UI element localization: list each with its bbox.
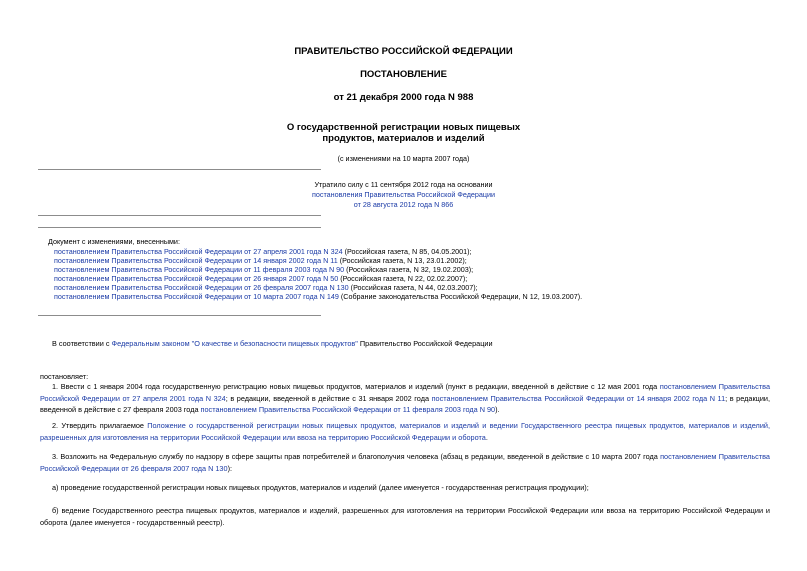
federal-law-link[interactable]: Федеральным законом "О качестве и безопасности пищевых продуктов" [111,339,358,348]
preamble: В соответствии с Федеральным законом "О качестве и безопасности пищевых продуктов" Правительство Российской Федерации [52,339,493,348]
amendments-list [54,247,794,301]
divider [38,169,321,170]
list-item: постановлением Правительства Российской Федерации от 26 января 2007 года N 50 (Российская газета, N 22, 02.02.2007); [54,274,468,283]
amendment-link[interactable]: постановлением Правительства Российской Федерации от 26 февраля 2007 года N 130 [54,283,349,292]
divider [38,227,321,228]
list-item: постановлением Правительства Российской Федерации от 26 февраля 2007 года N 130 (Российская газета, N 44, 02.03.2007); [54,283,478,292]
changes-note: (с изменениями на 10 марта 2007 года) [337,154,470,163]
divider [38,315,321,316]
document-type: ПОСТАНОВЛЕНИЕ [360,69,447,80]
document-date-number: от 21 декабря 2000 года N 988 [333,92,474,103]
amendment-link[interactable]: постановлением Правительства Российской Федерации от 26 февраля 2007 года N 130 [40,452,770,473]
amendment-link[interactable]: постановлением Правительства Российской Федерации от 14 января 2002 года N 11 [431,393,726,403]
list-item: постановлением Правительства Российской Федерации от 11 февраля 2003 года N 90 (Российская газета, N 32, 19.02.2003); [54,265,474,274]
list-item: постановлением Правительства Российской Федерации от 14 января 2002 года N 11 (Российская газета, N 13, 23.01.2002); [54,256,467,265]
resolves-label: постановляет: [40,372,89,381]
list-item: постановлением Правительства Российской Федерации от 27 апреля 2001 года N 324 (Российская газета, N 85, 04.05.2001); [54,247,472,256]
regulation-link[interactable]: Положение о государственной регистрации новых пищевых продуктов, материалов и изделий и ведении Государственного реестра пищевых продуктов, материалов и изделий, разрешенных для изготовления на территории Российской Федерации или ввоза на территорию Российской Федерации и оборота [40,421,770,442]
paragraph-3a: а) проведение государственной регистрации новых пищевых продуктов, материалов и изделий (далее именуется - государственная регистрация продукции); [52,483,589,492]
amendment-link[interactable]: постановлением Правительства Российской Федерации от 14 января 2002 года N 11 [54,256,338,265]
amendment-link[interactable]: постановлением Правительства Российской Федерации от 27 апреля 2001 года N 324 [54,247,343,256]
expiry-link-line2[interactable]: от 28 августа 2012 года N 866 [353,200,454,209]
paragraph-3b: б) ведение Государственного реестра пищевых продуктов, материалов и изделий, разрешенных для изготовления на территории Российской Федерации или ввоза на территорию Российской Федерации и оборота (далее именуется - государственный реестр). [40,506,770,527]
amendment-link[interactable]: постановлением Правительства Российской Федерации от 26 января 2007 года N 50 [54,274,339,283]
list-item: постановлением Правительства Российской Федерации от 10 марта 2007 года N 149 (Собрание законодательства Российской Федерации, N 12, 19.03.2007). [54,292,583,301]
document-title-line2: продуктов, материалов и изделий [322,133,485,144]
issuer-heading: ПРАВИТЕЛЬСТВО РОССИЙСКОЙ ФЕДЕРАЦИИ [294,46,513,57]
divider [38,215,321,216]
amendment-link[interactable]: постановлением Правительства Российской Федерации от 11 февраля 2003 года N 90 [200,405,496,414]
amendments-heading: Документ с изменениями, внесенными: [48,237,180,246]
amendment-link[interactable]: постановлением Правительства Российской Федерации от 10 марта 2007 года N 149 [54,292,339,301]
paragraph-2: 2. Утвердить прилагаемое Положение о государственной регистрации новых пищевых продуктов, материалов и изделий и ведении Государственного реестра пищевых продуктов, материалов и изделий, разрешенных для изготовления на территории Российской Федерации или ввоза на территорию Российской Федерации и оборота. [40,421,770,442]
expiry-notice: Утратило силу с 11 сентября 2012 года на основании [314,180,493,189]
document-title-line1: О государственной регистрации новых пищевых [286,122,521,133]
expiry-link-line1[interactable]: постановления Правительства Российской Федерации [311,190,496,199]
amendment-link[interactable]: постановлением Правительства Российской Федерации от 27 апреля 2001 года N 324 [40,382,771,403]
amendment-link[interactable]: постановлением Правительства Российской Федерации от 11 февраля 2003 года N 90 [54,265,345,274]
paragraph-1: 1. Ввести с 1 января 2004 года государственную регистрацию новых пищевых продуктов, материалов и изделий (пункт в редакции, введенной в действие с 12 мая 2001 года постановлением Правительства Российской Федерации от 27 апреля 2001 года N 324; в редакции, введенной в действие с 31 января 2002 года постановлением Правительства Российской Федерации от 14 января 2002 года N 11; в редакции, введенной в действие с 27 февраля 2003 года постановлением Правительства Российской Федерации от 11 февраля 2003 года N 90). [40,382,771,414]
paragraph-3: 3. Возложить на Федеральную службу по надзору в сфере защиты прав потребителей и благополучия человека (абзац в редакции, введенной в действие с 10 марта 2007 года постановлением Правительства Российской Федерации от 26 февраля 2007 года N 130): [40,452,770,473]
